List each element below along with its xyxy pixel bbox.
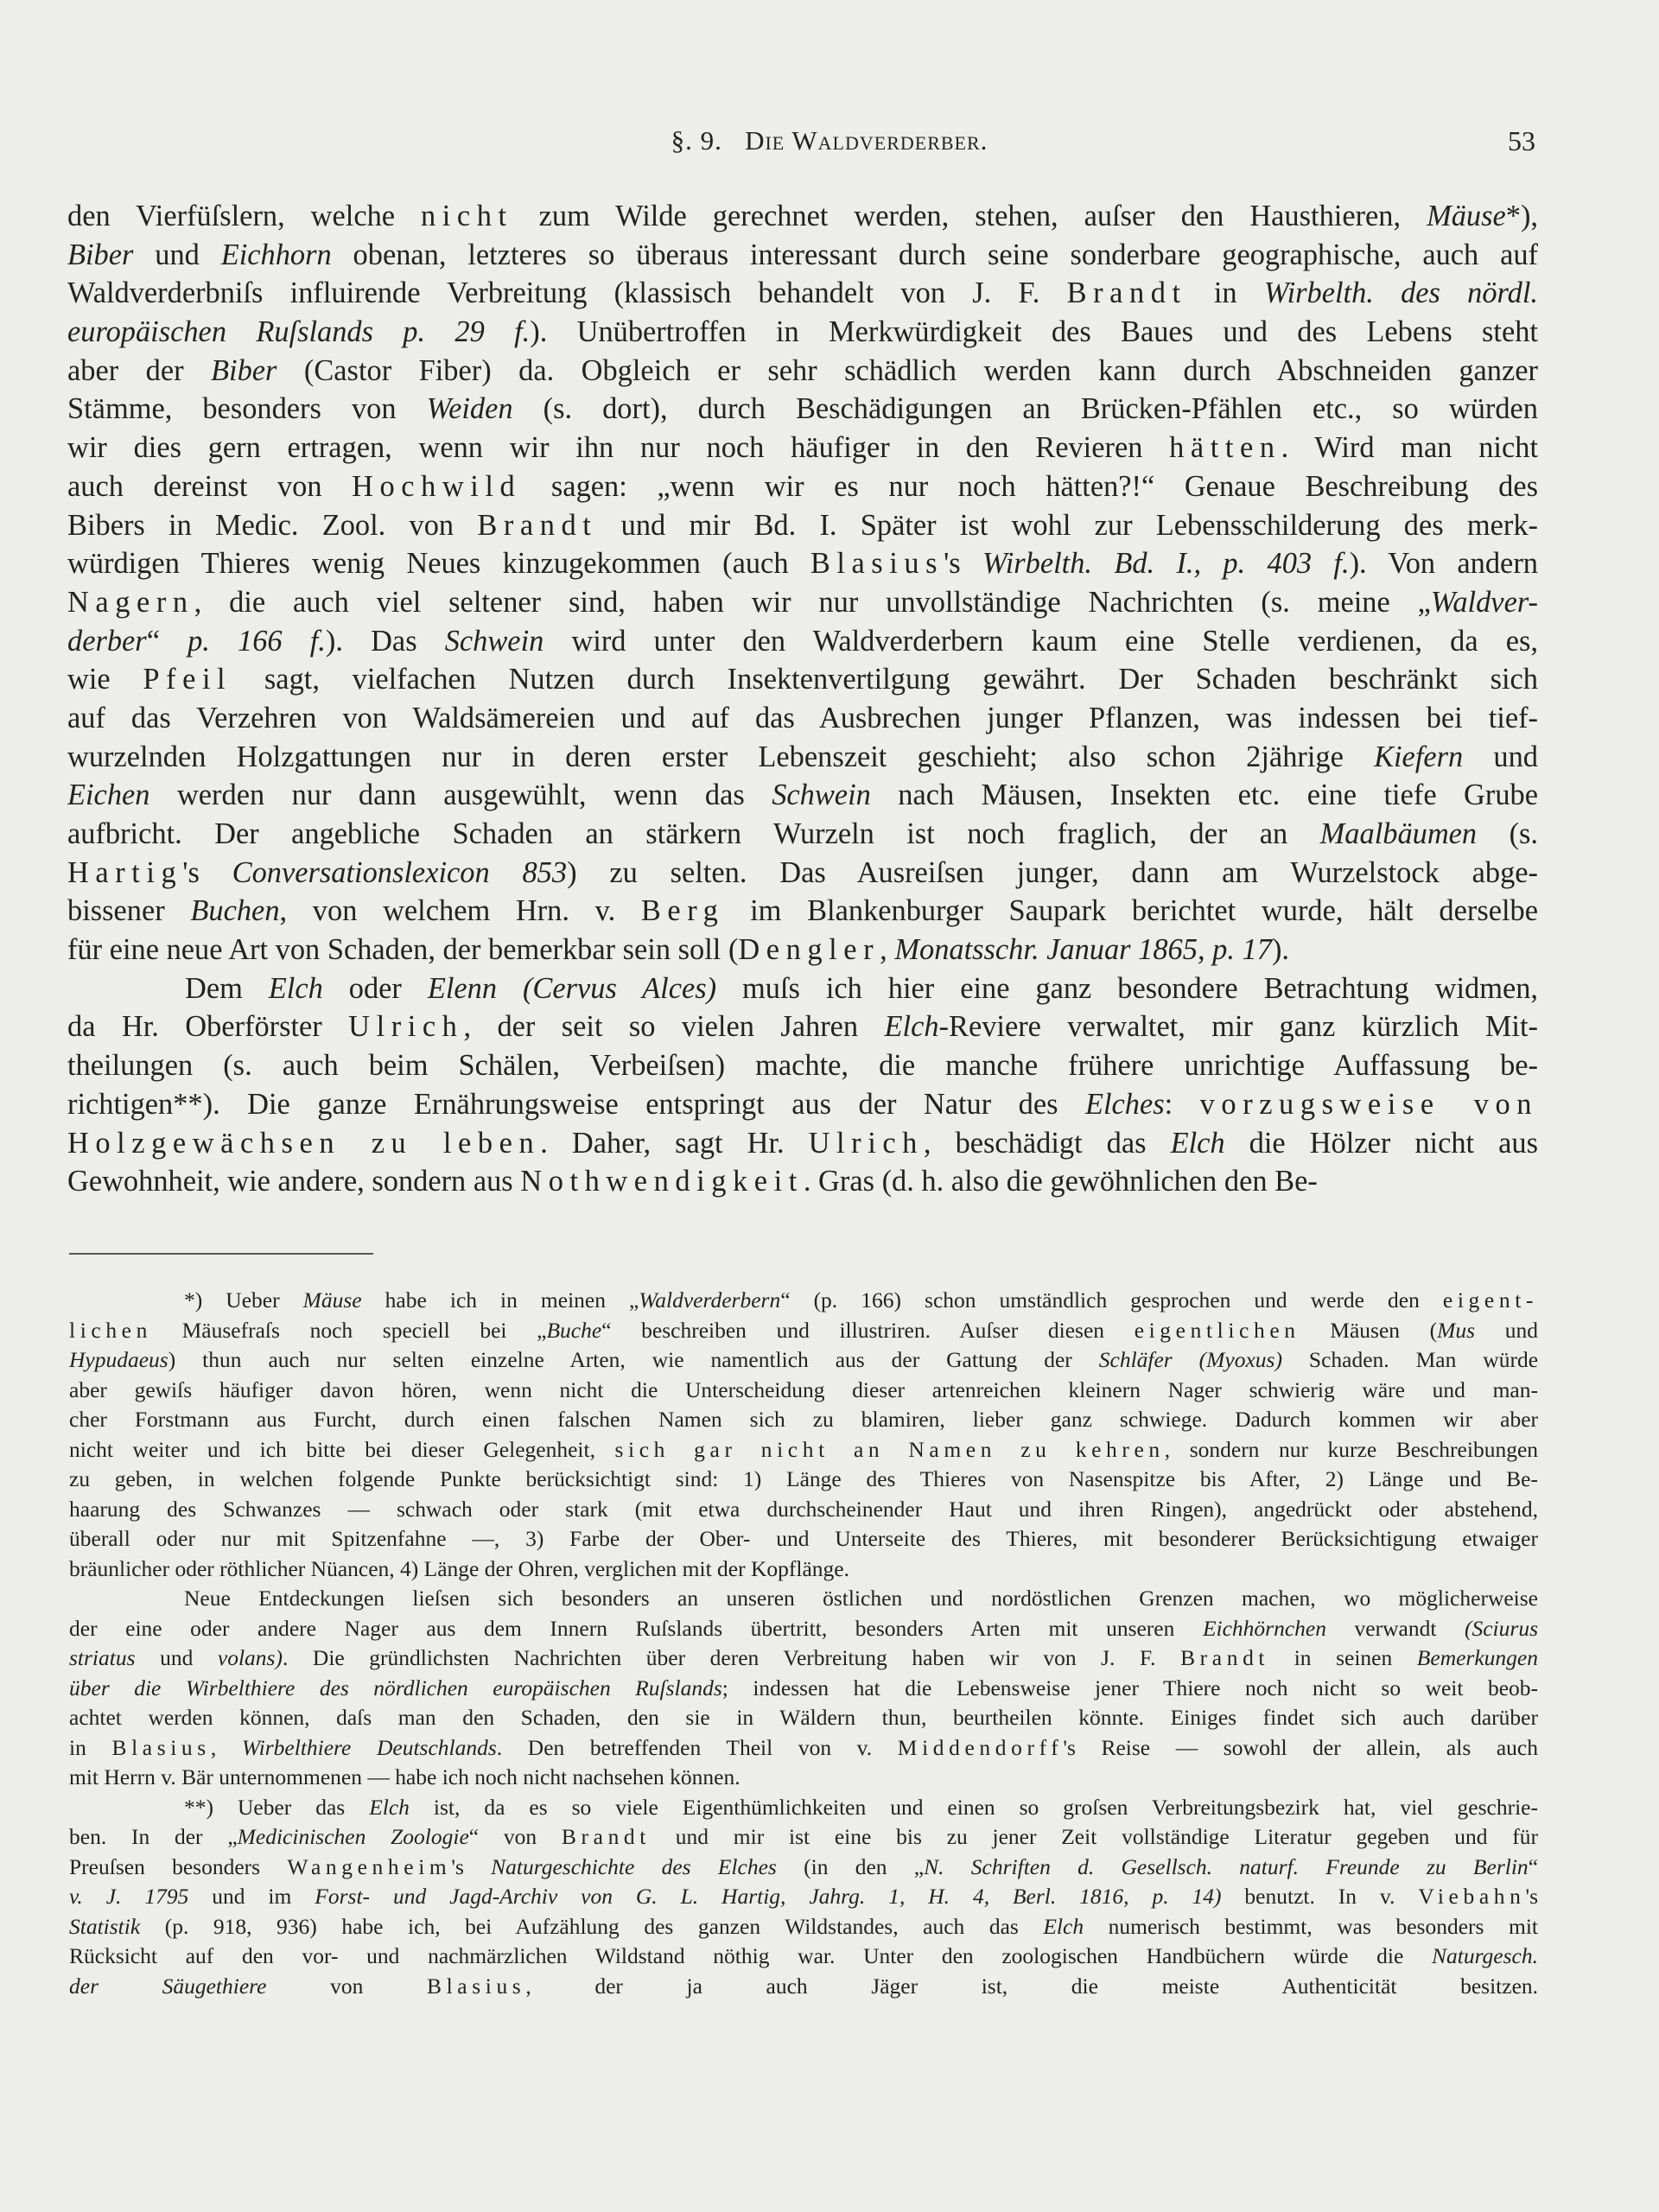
text-line: richtigen**). Die ganze Ernährungsweise entspringt aus der Natur des Elches: vorzugsweise von [67,1087,1538,1121]
text-line: zu geben, in welchen folgende Punkte berücksichtigt sind: 1) Länge des Thieres von Nasenspitze bis After, 2) Länge und Be- [69,1466,1538,1491]
text-line: wurzelnden Holzgattungen nur in deren erster Lebenszeit geschieht; also schon 2jährige Kiefern und [67,740,1538,773]
section-number: §. 9. [671,125,722,156]
page-number: 53 [1508,125,1535,156]
text-line: bissener Buchen, von welchem Hrn. v. Berg im Blankenburger Saupark berichtet wurde, hält derselbe [67,894,1538,928]
text-line: für eine neue Art von Schaden, der bemerkbar sein soll (Dengler, Monatsschr. Januar 1865, p. 17). [67,933,1289,967]
section-title: Die Waldverderber. [745,125,988,156]
text-line: Gewohnheit, wie andere, sondern aus Nothwendigkeit. Gras (d. h. also die gewöhnlichen den Be- [67,1165,1318,1198]
text-line: Holzgewächsen zu leben. Daher, sagt Hr. Ulrich, beschädigt das Elch die Hölzer nicht aus [67,1126,1538,1160]
text-line: Hartig's Conversationslexicon 853) zu selten. Das Ausreiſsen junger, dann am Wurzelstock abge- [67,855,1538,889]
text-line: v. J. 1795 und im Forst- und Jagd-Archiv von G. L. Hartig, Jahrg. 1, H. 4, Berl. 1816, p. 14) benutzt. In v. Viebahn's [69,1884,1538,1909]
text-line: der Säugethiere von Blasius, der ja auch Jäger ist, die meiste Authenticität besitzen. [69,1973,1538,1999]
text-line: *) Ueber Mäuse habe ich in meinen „Waldverderbern“ (p. 166) schon umständlich gesprochen und werde den eigent- [184,1287,1538,1313]
text-line: Rücksicht auf den vor- und nachmärzlichen Wildstand nöthig war. Unter den zoologischen Handbüchern würde die Naturgesch. [69,1943,1538,1968]
text-line: über die Wirbelthiere des nördlichen europäischen Ruſslands; indessen hat die Lebensweise jener Thiere noch nicht so weit beob- [69,1675,1538,1700]
text-line: haarung des Schwanzes — schwach oder stark (mit etwa durchscheinender Haut und ihren Ringen), angedrückt oder abstehend, [69,1496,1538,1522]
section-heading [0,125,1659,156]
text-line: achtet werden können, daſs man den Schaden, den sie in Wäldern thun, beurtheilen könnte. Einiges findet sich auch darüber [69,1705,1538,1730]
text-line: **) Ueber das Elch ist, da es so viele Eigenthümlichkeiten und einen so groſsen Verbreitungsbezirk hat, viel geschrie- [184,1794,1538,1820]
text-line: cher Forstmann aus Furcht, durch einen falschen Namen sich zu blamiren, lieber ganz schwiege. Dadurch kommen wir aber [69,1407,1538,1432]
footnote-rule [69,1253,373,1255]
text-line: bräunlicher oder röthlicher Nüancen, 4) Länge der Ohren, verglichen mit der Kopflänge. [69,1555,849,1581]
text-line: Biber und Eichhorn obenan, letzteres so überaus interessant durch seine sonderbare geographische, auch auf [67,238,1538,271]
text-line: wir dies gern ertragen, wenn wir ihn nur noch häufiger in den Revieren hätten. Wird man nicht [67,431,1538,465]
text-line: europäischen Ruſslands p. 29 f.). Unübertroffen in Merkwürdigkeit des Baues und des Lebens steht [67,315,1538,349]
text-line: derber“ p. 166 f.). Das Schwein wird unter den Waldverderbern kaum eine Stelle verdienen, da es, [67,624,1538,658]
text-line: Hypudaeus) thun auch nur selten einzelne Arten, wie namentlich aus der Gattung der Schläfer (Myoxus) Schaden. Man würde [69,1347,1538,1372]
text-line: überall oder nur mit Spitzenfahne —, 3) Farbe der Ober- und Unterseite des Thieres, mit besonderer Berücksichtigung etwaiger [69,1526,1538,1551]
text-line: den Vierfüſslern, welche nicht zum Wilde gerechnet werden, stehen, auſser den Hausthieren, Mäuse*), [67,200,1538,232]
running-header [0,125,1659,168]
text-line: da Hr. Oberförster Ulrich, der seit so vielen Jahren Elch-Reviere verwaltet, mir ganz kürzlich Mit- [67,1010,1538,1044]
text-line: würdigen Thieres wenig Neues kinzugekommen (auch Blasius's Wirbelth. Bd. I., p. 403 f.). Von andern [67,547,1538,581]
text-line: aber gewiſs häufiger davon hören, wenn nicht die Unterscheidung dieser artenreichen kleinern Nager schwierig wäre und man- [69,1376,1538,1402]
text-line: auch dereinst von Hochwild sagen: „wenn wir es nur noch hätten?!“ Genaue Beschreibung des [67,469,1538,503]
text-line: aber der Biber (Castor Fiber) da. Obgleich er sehr schädlich werden kann durch Abschneiden ganzer [67,353,1538,387]
text-line: in Blasius, Wirbelthiere Deutschlands. Den betreffenden Theil von v. Middendorff's Reise — sowohl der allein, als auch [69,1734,1538,1760]
text-line: ben. In der „Medicinischen Zoologie“ von Brandt und mir ist eine bis zu jener Zeit vollständige Literatur gegeben und für [69,1824,1538,1849]
text-line: Bibers in Medic. Zool. von Brandt und mir Bd. I. Später ist wohl zur Lebensschilderung des merk- [67,508,1538,542]
text-line: lichen Mäusefraſs noch speciell bei „Buche“ beschreiben und illustriren. Auſser diesen eigentlichen Mäusen (Mus und [69,1317,1538,1343]
text-line: wie Pfeil sagt, vielfachen Nutzen durch Insektenvertilgung gewährt. Der Schaden beschränkt sich [67,663,1538,696]
text-line: Dem Elch oder Elenn (Cervus Alces) muſs ich hier eine ganz besondere Betrachtung widmen, [185,971,1538,1005]
text-line: Waldverderbniſs influirende Verbreitung (klassisch behandelt von J. F. Brandt in Wirbelth. des nördl. [67,276,1538,310]
text-line: auf das Verzehren von Waldsämereien und auf das Ausbrechen junger Pflanzen, was indessen bei tief- [67,701,1538,734]
text-line: theilungen (s. auch beim Schälen, Verbeiſsen) machte, die manche frühere unrichtige Auffassung be- [67,1049,1538,1083]
text-line: aufbricht. Der angebliche Schaden an stärkern Wurzeln ist noch fraglich, der an Maalbäumen (s. [67,817,1538,850]
text-line: Nagern, die auch viel seltener sind, haben wir nur unvollständige Nachrichten (s. meine „Waldver- [67,585,1538,619]
text-line: der eine oder andere Nager aus dem Innern Ruſslands übertritt, besonders Arten mit unseren Eichhörnchen verwandt (Sciurus [69,1615,1538,1641]
text-line: Neue Entdeckungen lieſsen sich besonders an unseren östlichen und nordöstlichen Grenzen machen, wo möglicherweise [184,1586,1538,1611]
main-text [67,197,1538,1201]
footnotes [69,1286,1538,2001]
text-line: Eichen werden nur dann ausgewühlt, wenn das Schwein nach Mäusen, Insekten etc. eine tiefe Grube [67,779,1538,812]
text-line: nicht weiter und ich bitte bei dieser Gelegenheit, sich gar nicht an Namen zu kehren, sondern nur kurze Beschreibungen [69,1436,1538,1462]
text-line: Stämme, besonders von Weiden (s. dort), durch Beschädigungen an Brücken-Pfählen etc., so würden [67,392,1538,426]
text-line: Statistik (p. 918, 936) habe ich, bei Aufzählung des ganzen Wildstandes, auch das Elch numerisch bestimmt, was besonders mit [69,1913,1538,1939]
text-line: striatus und volans). Die gründlichsten Nachrichten über deren Verbreitung haben wir von J. F. Brandt in seinen Bemerkungen [69,1645,1538,1670]
text-line: mit Herrn v. Bär unternommenen — habe ich noch nicht nachsehen können. [69,1764,741,1789]
text-line: Preuſsen besonders Wangenheim's Naturgeschichte des Elches (in den „N. Schriften d. Gesellsch. naturf. Freunde zu Berlin“ [69,1853,1538,1879]
